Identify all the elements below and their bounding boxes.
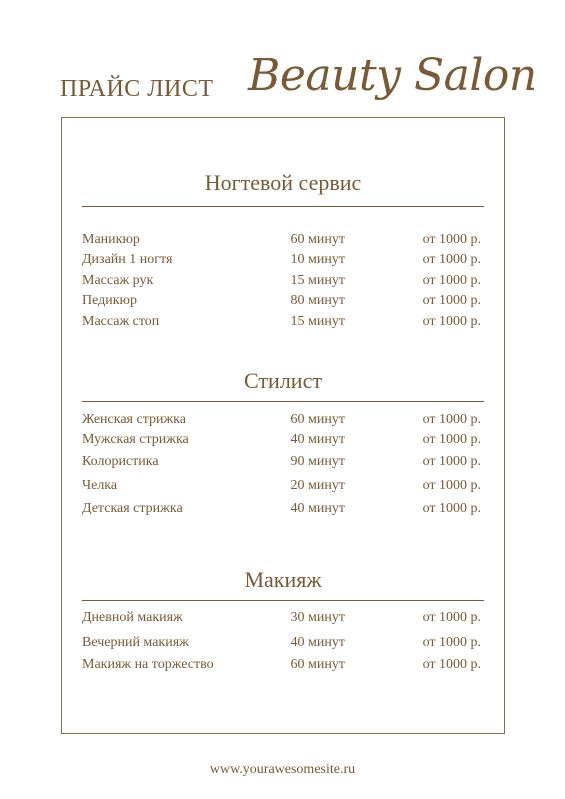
service-duration: 40 минут bbox=[290, 501, 345, 516]
service-name: Дизайн 1 ногтя bbox=[82, 252, 173, 267]
service-price: от 1000 р. bbox=[422, 232, 481, 247]
service-price: от 1000 р. bbox=[422, 412, 481, 427]
service-price: от 1000 р. bbox=[422, 432, 481, 447]
section-title-stylist: Стилист bbox=[244, 368, 322, 393]
service-name: Массаж рук bbox=[82, 273, 154, 288]
price-row bbox=[82, 634, 481, 652]
service-price: от 1000 р. bbox=[422, 657, 481, 672]
price-list-heading: ПРАЙС ЛИСТ bbox=[60, 76, 214, 102]
price-row bbox=[82, 231, 481, 249]
service-price: от 1000 р. bbox=[422, 314, 481, 329]
price-row bbox=[82, 453, 481, 471]
service-duration: 30 минут bbox=[290, 610, 345, 625]
service-duration: 90 минут bbox=[290, 454, 345, 469]
service-price: от 1000 р. bbox=[422, 293, 481, 308]
price-row bbox=[82, 656, 481, 674]
section-divider bbox=[82, 401, 484, 402]
service-duration: 10 минут bbox=[290, 252, 345, 267]
service-name: Дневной макияж bbox=[82, 610, 183, 625]
service-duration: 20 минут bbox=[290, 478, 345, 493]
service-price: от 1000 р. bbox=[422, 635, 481, 650]
service-name: Детская стрижка bbox=[82, 501, 183, 516]
service-price: от 1000 р. bbox=[422, 252, 481, 267]
service-price: от 1000 р. bbox=[422, 478, 481, 493]
service-duration: 15 минут bbox=[290, 273, 345, 288]
section-divider bbox=[82, 600, 484, 601]
website-link[interactable]: www.yourawesomesite.ru bbox=[209, 762, 356, 777]
price-row bbox=[82, 500, 481, 518]
service-name: Челка bbox=[82, 478, 118, 493]
section-title-nail-service: Ногтевой сервис bbox=[204, 170, 362, 195]
service-name: Маникюр bbox=[82, 232, 140, 247]
price-row bbox=[82, 251, 481, 269]
price-row bbox=[82, 272, 481, 290]
service-price: от 1000 р. bbox=[422, 501, 481, 516]
price-row bbox=[82, 313, 481, 331]
service-duration: 40 минут bbox=[290, 635, 345, 650]
price-row bbox=[82, 411, 481, 429]
service-name: Мужская стрижка bbox=[82, 432, 189, 447]
price-row bbox=[82, 477, 481, 495]
service-duration: 60 минут bbox=[290, 657, 345, 672]
section-divider bbox=[82, 206, 484, 207]
service-duration: 60 минут bbox=[290, 412, 345, 427]
service-price: от 1000 р. bbox=[422, 454, 481, 469]
service-price: от 1000 р. bbox=[422, 610, 481, 625]
service-duration: 80 минут bbox=[290, 293, 345, 308]
service-name: Педикюр bbox=[82, 293, 138, 308]
section-title-makeup: Макияж bbox=[244, 567, 322, 592]
service-duration: 60 минут bbox=[290, 232, 345, 247]
service-name: Вечерний макияж bbox=[82, 635, 189, 650]
service-name: Женская стрижка bbox=[82, 412, 186, 427]
service-duration: 40 минут bbox=[290, 432, 345, 447]
service-name: Макияж на торжество bbox=[82, 657, 214, 672]
price-row bbox=[82, 292, 481, 310]
service-price: от 1000 р. bbox=[422, 273, 481, 288]
salon-name-logo: Beauty Salon bbox=[248, 50, 537, 101]
price-row bbox=[82, 431, 481, 449]
service-duration: 15 минут bbox=[290, 314, 345, 329]
price-row bbox=[82, 609, 481, 627]
service-name: Колористика bbox=[82, 454, 159, 469]
service-name: Массаж стоп bbox=[82, 314, 160, 329]
